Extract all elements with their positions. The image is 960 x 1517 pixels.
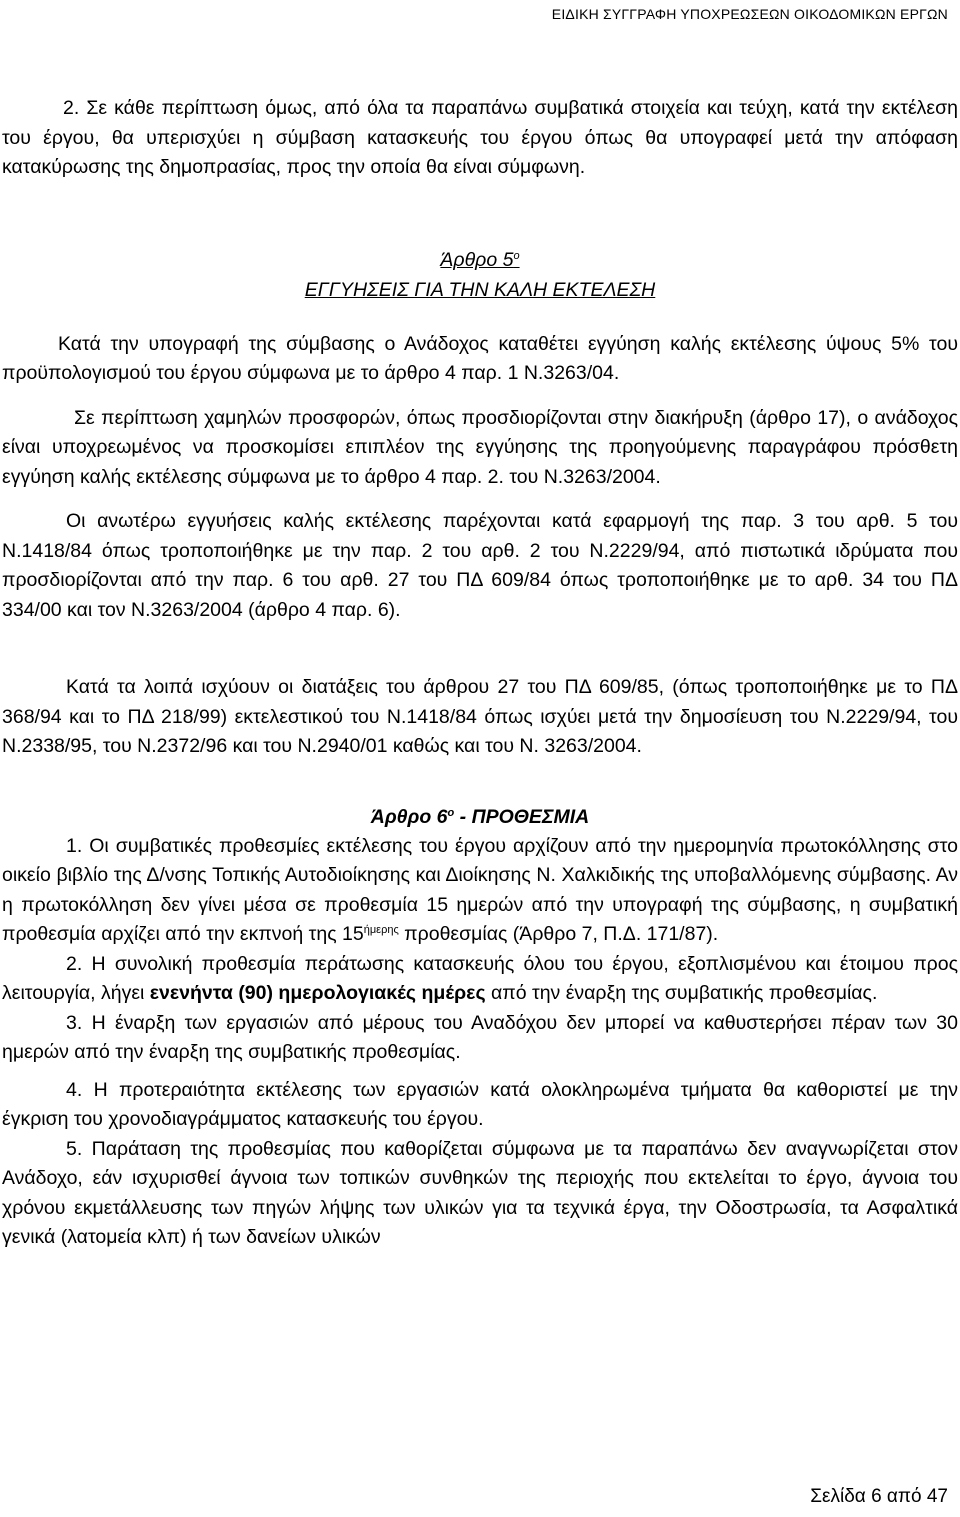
spacer	[2, 492, 958, 507]
spacer	[2, 625, 958, 673]
article-6-paragraph-4: 4. Η προτεραιότητα εκτέλεσης των εργασιών κατά ολοκληρωμένα τμήματα θα καθοριστεί με την έγκριση του χρονοδιαγράμματος κατασκευής του έργου.	[2, 1078, 958, 1130]
running-header: ΕΙΔΙΚΗ ΣΥΓΓΡΑΦΗ ΥΠΟΧΡΕΩΣΕΩΝ ΟΙΚΟΔΟΜΙΚΩΝ ΕΡΓΩΝ	[551, 6, 948, 22]
spacer	[2, 389, 958, 404]
article-6-paragraph-2: 2. Η συνολική προθεσμία περάτωσης κατασκευής όλου του έργου, εξοπλισμένου και έτοιμου προς λειτουργία, λήγει ενενήντα (90) ημερολογιακές ημέρες από την έναρξη της συμβατικής προθεσμίας.	[2, 952, 958, 1004]
article-5-paragraph-4: Κατά τα λοιπά ισχύουν οι διατάξεις του άρθρου 27 του ΠΔ 609/85, (όπως τροποποιήθηκε με το ΠΔ 368/94 και το ΠΔ 218/99) εκτελεστικού του Ν.1418/84 όπως ισχύει μετά την δημοσίευση του Ν.2229/94, του Ν.2338/95, του Ν.2372/96 και του Ν.2940/01 καθώς και του Ν. 3263/2004.	[2, 676, 958, 757]
paragraph-2: 2. Σε κάθε περίπτωση όμως, από όλα τα παραπάνω συμβατικά στοιχεία και τεύχη, κατά την εκτέλεση του έργου, θα υπερισχύει η σύμβαση κατασκευής του έργου όπως θα υπογραφεί μετά την απόφαση κατακύρωσης της δημοπρασίας, προς την οποία θα είναι σύμφωνη.	[2, 97, 958, 178]
page-number: Σελίδα 6 από 47	[810, 1486, 948, 1507]
article-6-paragraph-1: 1. Οι συμβατικές προθεσμίες εκτέλεσης του έργου αρχίζουν από την ημερομηνία πρωτοκόλλησης στο οικείο βιβλίο της Δ/νσης Τοπικής Αυτοδιοίκησης και Διοίκησης Ν. Χαλκιδικής της υποβαλλόμενης σύμβασης. Αν η πρωτοκόλληση δεν γίνει μέσα σε προθεσμία 15 ημερών από την υπογραφή της σύμβασης, η συμβατική προθεσμία αρχίζει από την εκπνοή της $15^{ή\mu\varepsilon\rho\eta\varsigma}$ προθεσμίας (Άρθρο 7, Π.Δ. 171/87).	[2, 834, 958, 945]
spacer	[2, 183, 958, 245]
article-5-paragraph-2: Σε περίπτωση χαμηλών προσφορών, όπως προσδιορίζονται στην διακήρυξη (άρθρο 17), ο ανάδοχος είναι υποχρεωμένος να προσκομίσει επιπλέον της εγγύησης της προηγούμενης παραγράφου πρόσθετη εγγύηση καλής εκτέλεσης σύμφωνα με το άρθρο 4 παρ. 2. του Ν.3263/2004.	[2, 406, 958, 488]
spacer	[2, 762, 958, 802]
spacer	[2, 305, 958, 330]
article-5-subtitle: ΕΓΓΥΗΣΕΙΣ ΓΙΑ ΤΗΝ ΚΑΛΗ ΕΚΤΕΛΕΣΗ	[304, 278, 656, 301]
document-body	[2, 94, 958, 1253]
article-6-title: Άρθρο $6^o$ - ΠΡΟΘΕΣΜΙΑ	[370, 805, 590, 828]
article-5-title: Άρθρο $5^o$	[440, 248, 520, 271]
article-5-paragraph-3: Οι ανωτέρω εγγυήσεις καλής εκτέλεσης παρέχονται κατά εφαρμογή της παρ. 3 του αρθ. 5 του Ν.1418/84 όπως τροποποιήθηκε με την παρ. 2 του αρθ. 2 του Ν.2229/94, από πιστωτικά ιδρύματα που προσδιορίζονται από την παρ. 6 του αρθ. 27 του ΠΔ 609/84 όπως τροποποιήθηκε με το αρθ. 34 του ΠΔ 334/00 και τον Ν.3263/2004 (άρθρο 4 παρ. 6).	[2, 510, 958, 621]
article-6-paragraph-5: 5. Παράταση της προθεσμίας που καθορίζεται σύμφωνα με τα παραπάνω δεν αναγνωρίζεται στον Ανάδοχο, εάν ισχυρισθεί άγνοια των τοπικών συνθηκών της περιοχής που εκτελείται το έργο, άγνοια του χρόνου εκμετάλλευσης των πηγών λήψης των υλικών για τα τεχνικά έργα, την Οδοστρωσία, τα Ασφαλτικά γενικά (λατομεία κλπ) ή των δανείων υλικών	[2, 1137, 958, 1248]
article-6-paragraph-3: 3. Η έναρξη των εργασιών από μέρους του Αναδόχου δεν μπορεί να καθυστερήσει πέραν των 30 ημερών από την έναρξη της συμβατικής προθεσμίας.	[2, 1011, 958, 1063]
article-5-paragraph-1: Κατά την υπογραφή της σύμβασης ο Ανάδοχος καταθέτει εγγύηση καλής εκτέλεσης ύψους 5% του προϋπολογισμού του έργου σύμφωνα με το άρθρο 4 παρ. 1 Ν.3263/04.	[2, 332, 958, 384]
spacer	[2, 1068, 958, 1076]
